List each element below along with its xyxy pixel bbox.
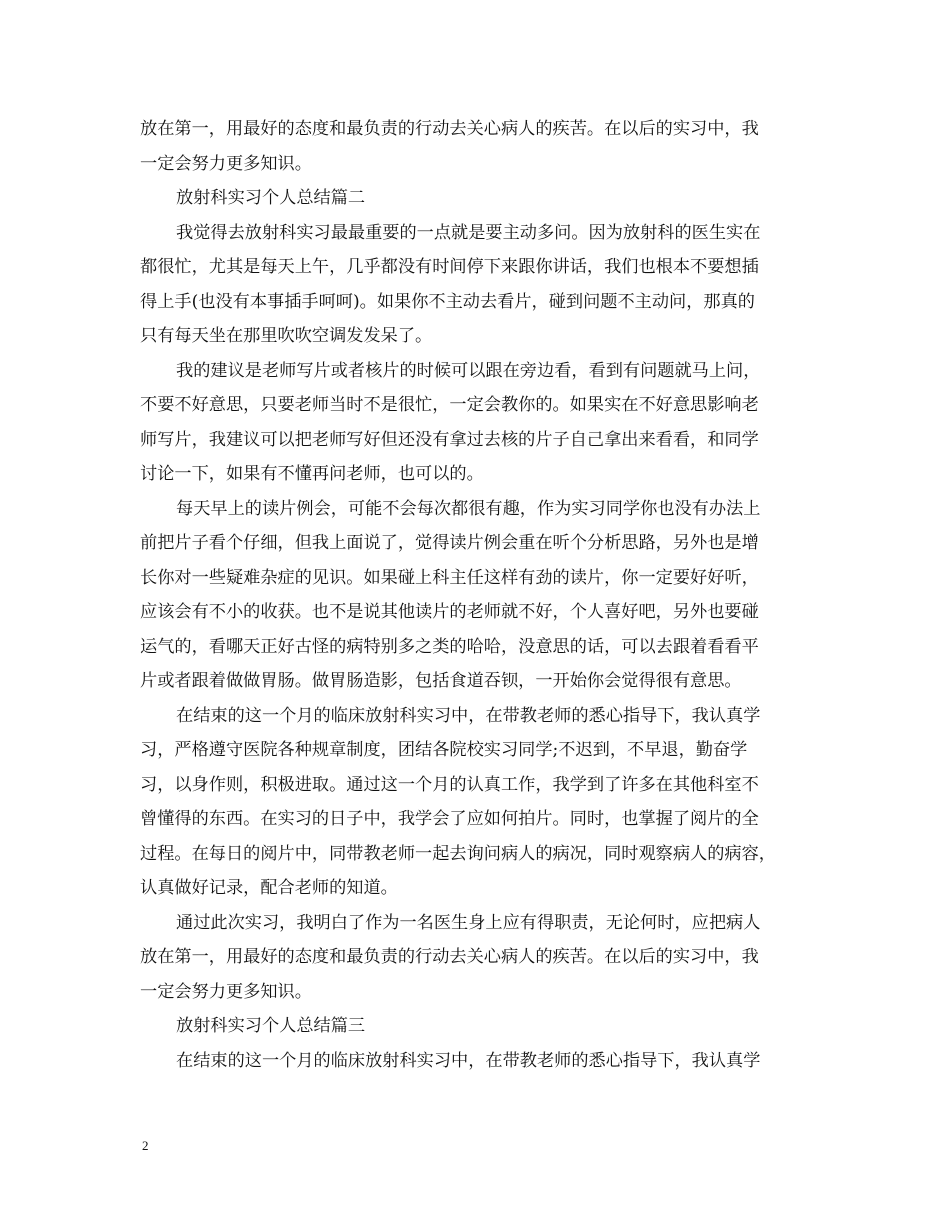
text-line: 运气的，看哪天正好古怪的病特别多之类的哈哈，没意思的话，可以去跟着看看平 [140, 636, 759, 657]
text-line: 认真做好记录，配合老师的知道。 [140, 878, 398, 898]
text-line: 只有每天坐在那里吹吹空调发发呆了。 [140, 326, 433, 346]
text-line: 我觉得去放射科实习最最重要的一点就是要主动多问。因为放射科的医生实在 [176, 222, 761, 243]
text-line: 习，以身作则，积极进取。通过这一个月的认真工作，我学到了许多在其他科室不 [140, 774, 759, 795]
text-line: 我的建议是老师写片或者核片的时候可以跟在旁边看，看到有问题就马上问， [176, 360, 761, 381]
text-line: 片或者跟着做做胃肠。做胃肠造影，包括食道吞钡，一开始你会觉得很有意思。 [140, 671, 742, 691]
text-line: 都很忙，尤其是每天上午，几乎都没有时间停下来跟你讲话，我们也根本不要想插 [140, 257, 759, 277]
text-line: 讨论一下，如果有不懂再问老师，也可以的。 [140, 464, 484, 484]
text-line: 放射科实习个人总结篇二 [176, 188, 366, 208]
page-number: 2 [142, 1138, 149, 1153]
text-line: 前把片子看个仔细，但我上面说了，觉得读片例会重在听个分析思路，另外也是增 [140, 533, 759, 553]
text-line: 通过此次实习，我明白了作为一名医生身上应有得职责，无论何时，应把病人 [176, 912, 761, 933]
text-line: 得上手(也没有本事插手呵呵)。如果你不主动去看片，碰到问题不主动问，那真的 [140, 291, 755, 312]
text-line: 师写片，我建议可以把老师写好但还没有拿过去核的片子自己拿出来看看，和同学 [140, 429, 759, 450]
text-line: 习，严格遵守医院各种规章制度，团结各院校实习同学;不迟到，不早退，勤奋学 [140, 740, 748, 760]
text-line: 不要不好意思，只要老师当时不是很忙，一定会教你的。如果实在不好意思影响老 [140, 395, 759, 415]
text-line: 应该会有不小的收获。也不是说其他读片的老师就不好，个人喜好吧，另外也要碰 [140, 602, 759, 622]
text-line: 在结束的这一个月的临床放射科实习中，在带教老师的悉心指导下，我认真学 [176, 1050, 761, 1071]
text-line: 过程。在每日的阅片中，同带教老师一起去询问病人的病况，同时观察病人的病容， [140, 843, 776, 864]
text-line: 放射科实习个人总结篇三 [176, 1016, 366, 1036]
text-line: 放在第一，用最好的态度和最负责的行动去关心病人的疾苦。在以后的实习中，我 [140, 119, 759, 139]
text-line: 一定会努力更多知识。 [140, 981, 312, 1002]
text-line: 长你对一些疑难杂症的见识。如果碰上科主任这样有劲的读片，你一定要好好听， [140, 567, 759, 588]
text-line: 一定会努力更多知识。 [140, 153, 312, 174]
text-line: 放在第一，用最好的态度和最负责的行动去关心病人的疾苦。在以后的实习中，我 [140, 947, 759, 967]
text-line: 曾懂得的东西。在实习的日子中，我学会了应如何拍片。同时，也掌握了阅片的全 [140, 809, 759, 829]
document-body [140, 112, 820, 1078]
text-line: 在结束的这一个月的临床放射科实习中，在带教老师的悉心指导下，我认真学 [176, 705, 761, 726]
text-line: 每天早上的读片例会，可能不会每次都很有趣，作为实习同学你也没有办法上 [176, 498, 761, 519]
